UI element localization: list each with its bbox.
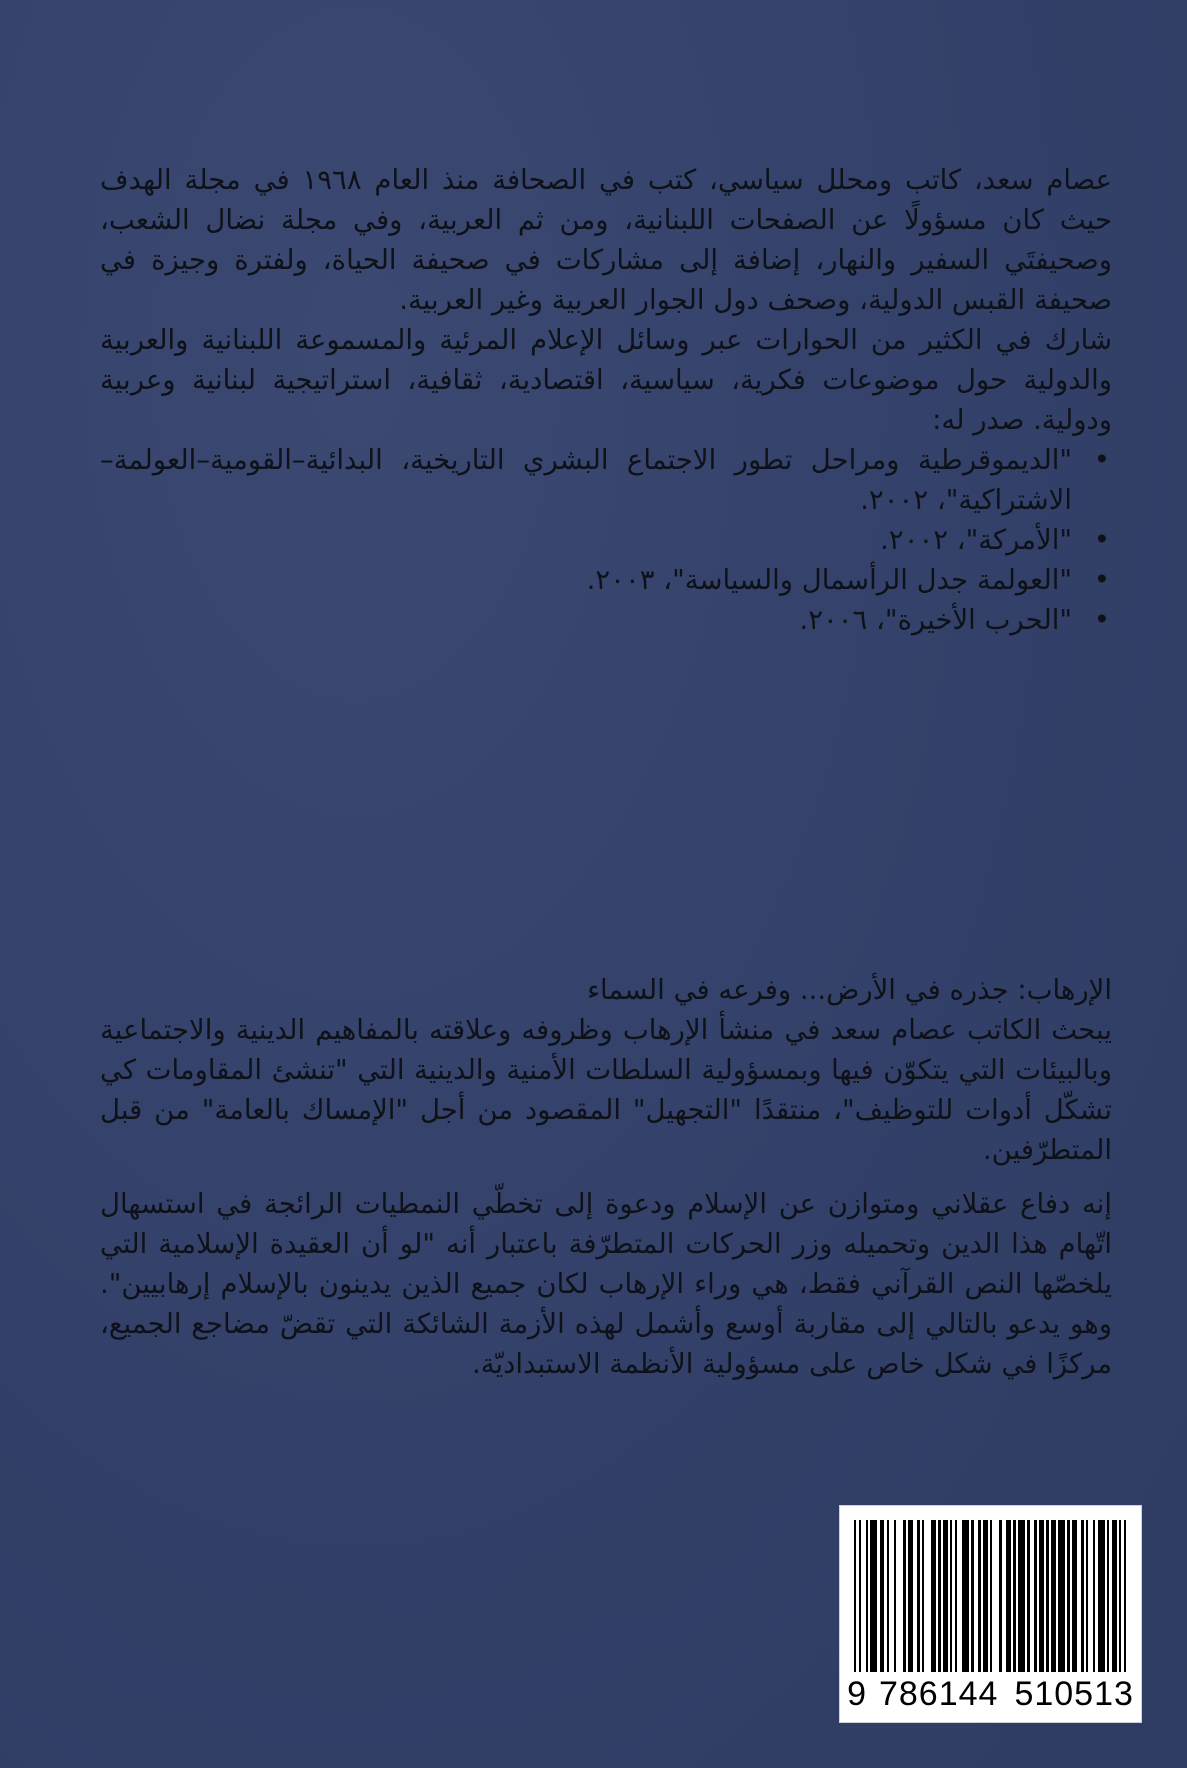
book-title-line: الإرهاب: جذره في الأرض... وفرعه في السماء	[587, 974, 1112, 1006]
barcode-bar	[962, 1520, 969, 1672]
author-bio	[100, 160, 1112, 640]
barcode-bar	[992, 1520, 999, 1672]
barcode-bar	[1098, 1520, 1105, 1672]
bio-paragraph-2: شارك في الكثير من الحوارات عبر وسائل الإعلام المرئية والمسموعة اللبنانية والعربية والدولية حول موضوعات فكرية، سياسية، اقتصادية، ثقافية، استراتيجية لبنانية وعربية ودولية. صدر له:	[100, 324, 1112, 436]
bio-paragraph-1: عصام سعد، كاتب ومحلل سياسي، كتب في الصحافة منذ العام ١٩٦٨ في مجلة الهدف حيث كان مسؤولًا عن الصفحات اللبنانية، ومن ثم العربية، وفي مجلة نضال الشعب، وصحيفتَي السفير والنهار، إضافة إلى مشاركات في صحيفة الحياة، ولفترة وجيزة في صحيفة القبس الدولية، وصحف دول الجوار العربية وغير العربية.	[100, 164, 1113, 316]
barcode-bar	[1018, 1520, 1025, 1672]
isbn-number	[840, 1675, 1141, 1714]
barcode-bar	[870, 1520, 877, 1672]
book-summary	[100, 970, 1112, 1384]
works-list	[100, 440, 1112, 640]
summary-paragraph-2: إنه دفاع عقلاني ومتوازن عن الإسلام ودعوة إلى تخطّي النمطيات الرائجة في استسهال اتّهام هذا الدين وتحميله وزر الحركات المتطرّفة باعتبار أنه "لو أن العقيدة الإسلامية التي يلخصّها النص القرآني فقط، هي وراء الإرهاب لكان جميع الذين يدينون بالإسلام إرهابيين". وهو يدعو بالتالي إلى مقاربة أوسع وأشمل لهذه الأزمة الشائكة التي تقضّ مضاجع الجميع، مركزًا في شكل خاص على مسؤولية الأنظمة الاستبداديّة.	[100, 1188, 1112, 1380]
barcode-bar	[896, 1520, 903, 1672]
isbn-group-2: 510513	[1014, 1675, 1134, 1713]
isbn-lead-digit: 9	[847, 1675, 867, 1713]
barcode-bar	[1058, 1520, 1065, 1672]
summary-paragraph-1: يبحث الكاتب عصام سعد في منشأ الإرهاب وظروفه وعلاقته بالمفاهيم الدينية والاجتماعية وبالبيئات التي يتكوّن فيها وبمسؤولية السلطات الأمنية والدينية التي "تنشئ المقاومات كي تشكّل أدوات للتوظيف"، منتقدًا "التجهيل" المقصود من أجل "الإمساك بالعامة" من قبل المتطرّفين.	[100, 1014, 1112, 1166]
barcode-bar	[924, 1520, 931, 1672]
barcode-bars	[854, 1520, 1126, 1672]
works-list-item: • "الديموقرطية ومراحل تطور الاجتماع البشري التاريخية، البدائية–القومية–العولمة–الاشتراكية"، ٢٠٠٢.	[100, 440, 1112, 520]
works-list-item: • "الحرب الأخيرة"، ٢٠٠٦.	[100, 600, 1112, 640]
works-list-item: • "الأمركة"، ٢٠٠٢.	[100, 520, 1112, 560]
barcode-bar	[1124, 1520, 1126, 1672]
isbn-group-1: 786144	[878, 1675, 999, 1713]
works-list-item: • "العولمة جدل الرأسمال والسياسة"، ٢٠٠٣.	[100, 560, 1112, 600]
isbn-barcode	[839, 1505, 1142, 1723]
